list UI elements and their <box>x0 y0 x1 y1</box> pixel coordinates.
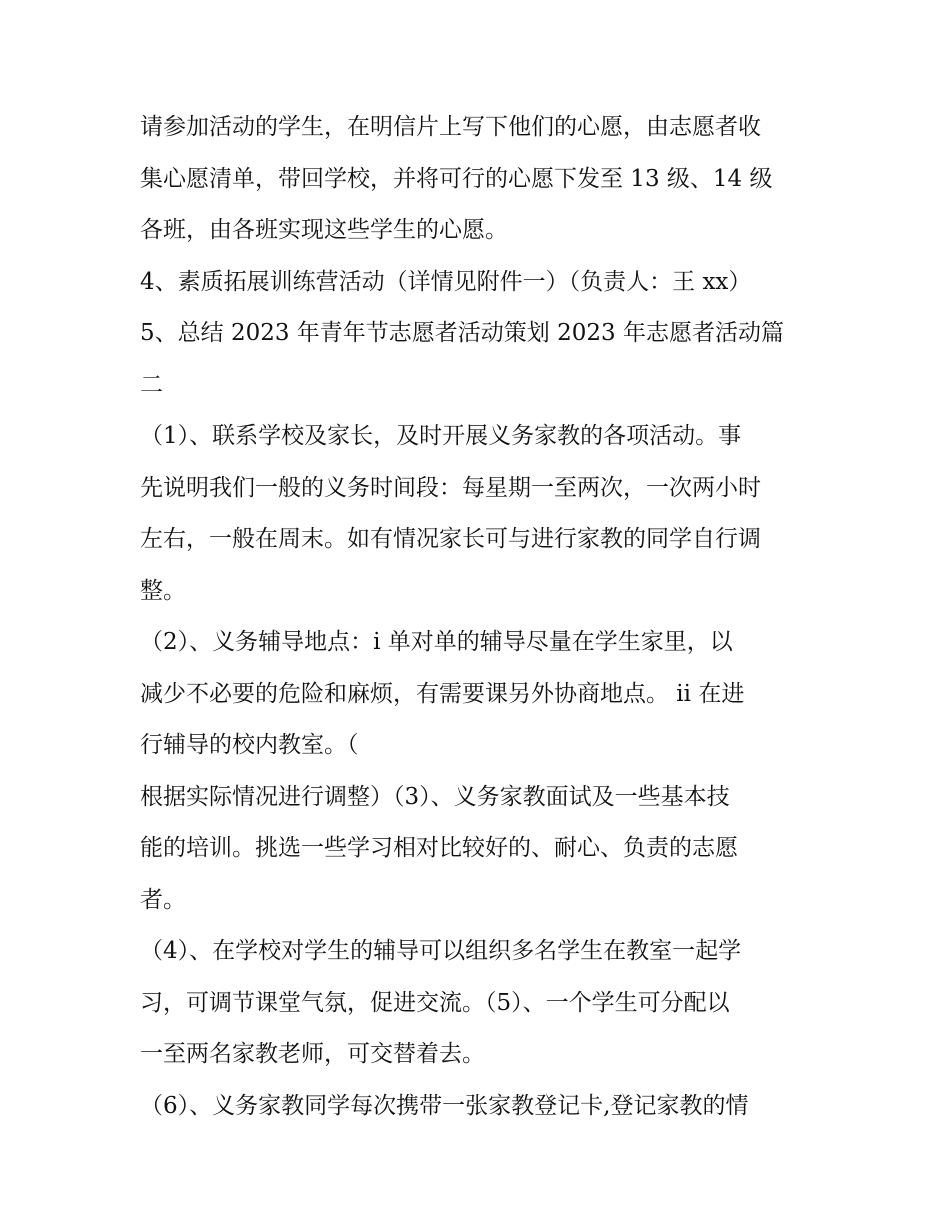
text-line-18: 习，可调节课堂气氛，促进交流。（5）、一个学生可分配以 <box>140 989 730 1016</box>
text-line-3: 各班，由各班实现这些学生的心愿。 <box>140 217 508 243</box>
text-line-2: 集心愿清单，带回学校，并将可行的心愿下发至 13 级、14 级 <box>140 165 773 192</box>
text-line-5: 5、总结 2023 年青年节志愿者活动策划 2023 年志愿者活动篇 <box>140 320 784 346</box>
text-line-17: （4）、在学校对学生的辅导可以组织多名学生在教室一起学 <box>140 938 742 964</box>
text-line-16: 者。 <box>140 886 186 913</box>
text-line-11: （2）、义务辅导地点：i 单对单的辅导尽量在学生家里，以 <box>140 629 733 655</box>
text-line-7: （1）、联系学校及家长，及时开展义务家教的各项活动。事 <box>140 423 742 449</box>
text-line-19: 一至两名家教老师，可交替着去。 <box>140 1041 485 1067</box>
text-line-15: 能的培训。挑选一些学习相对比较好的、耐心、负责的志愿 <box>140 835 738 861</box>
text-line-12: 减少不必要的危险和麻烦，有需要课另外协商地点。 ii 在进 <box>140 680 745 707</box>
text-line-6: 二 <box>140 371 163 398</box>
document-body <box>140 102 820 1132</box>
text-line-13: 行辅导的校内教室。（ <box>140 732 359 758</box>
text-line-8: 先说明我们一般的义务时间段：每星期一至两次，一次两小时 <box>140 474 761 501</box>
text-line-4: 4、素质拓展训练营活动（详情见附件一）（负责人：王 xx） <box>140 268 752 295</box>
text-line-1: 请参加活动的学生，在明信片上写下他们的心愿，由志愿者收 <box>140 114 761 140</box>
text-line-10: 整。 <box>140 577 186 604</box>
text-line-14: 根据实际情况进行调整）（3）、义务家教面试及一些基本技 <box>140 783 730 810</box>
text-line-9: 左右，一般在周末。如有情况家长可与进行家教的同学自行调 <box>140 526 761 552</box>
text-line-20: （6）、义务家教同学每次携带一张家教登记卡,登记家教的情 <box>140 1092 749 1119</box>
